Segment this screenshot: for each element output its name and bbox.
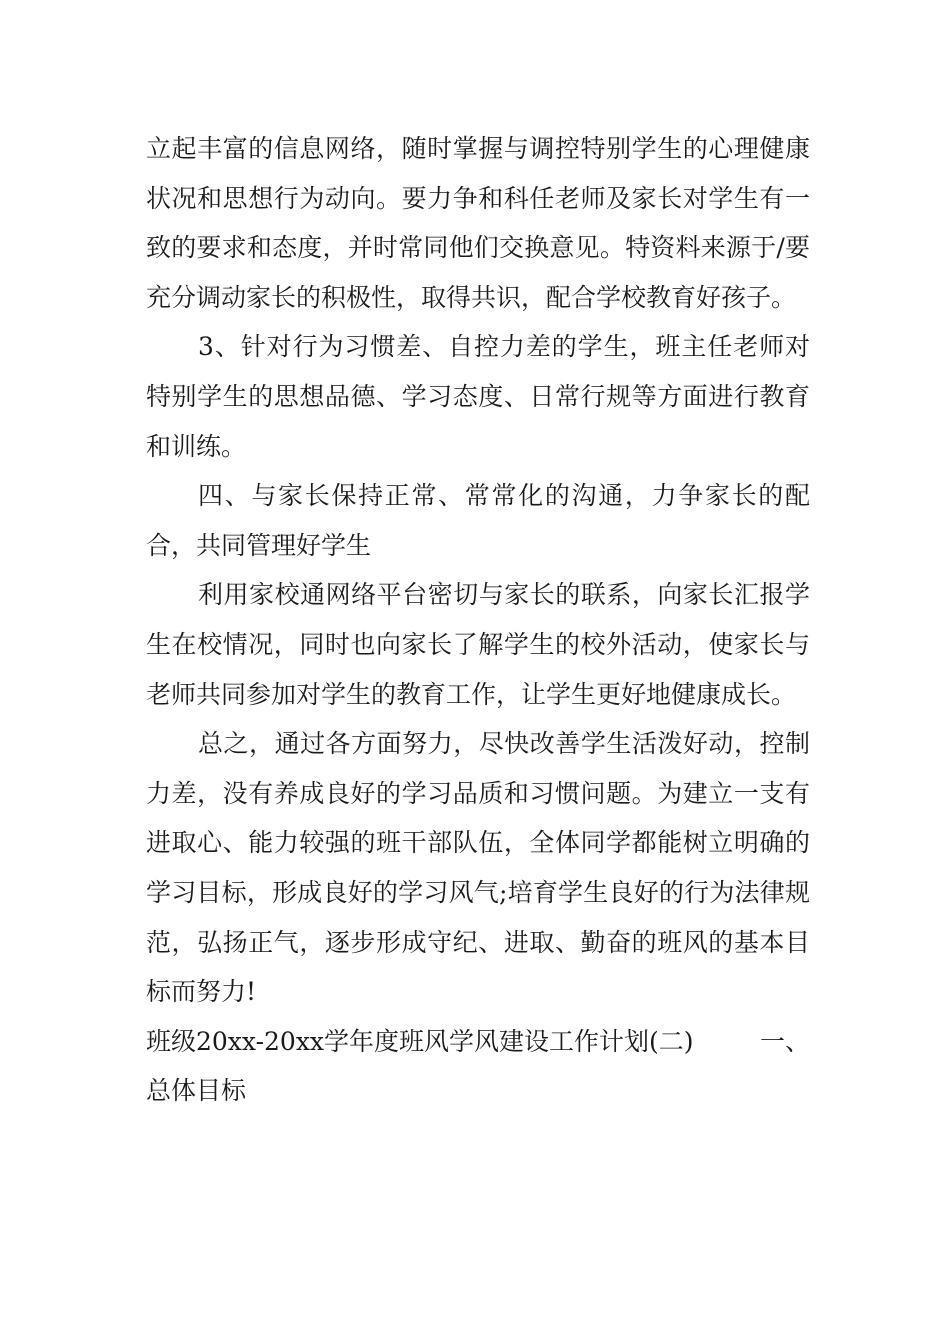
section-title-line [146,1017,810,1067]
section-number: 一、 [759,1026,810,1056]
paragraph-summary: 总之，通过各方面努力，尽快改善学生活泼好动，控制力差，没有养成良好的学习品质和习惯问题。为建立一支有进取心、能力较强的班干部队伍，全体同学都能树立明确的学习目标，形成良好的学习风气;培育学生良好的行为法律规范，弘扬正气，逐步形成守纪、进取、勤奋的班风的基本目标而努力! [146,729,810,1007]
paragraph-behavior-habits: 3、针对行为习惯差、自控力差的学生，班主任老师对特别学生的思想品德、学习态度、日常行规等方面进行教育和训练。 [146,332,810,461]
section-subtitle: 总体目标 [146,1076,247,1106]
paragraph-parent-communication-heading: 四、与家长保持正常、常常化的沟通，力争家长的配合，共同管理好学生 [146,481,810,560]
document-body [146,124,810,1116]
section-title: 班级20xx-20xx学年度班风学风建设工作计划(二) [146,1026,694,1056]
paragraph-info-network: 立起丰富的信息网络，随时掌握与调控特别学生的心理健康状况和思想行为动向。要力争和科任老师及家长对学生有一致的要求和态度，并时常同他们交换意见。特资料来源于/要充分调动家长的积极性，取得共识，配合学校教育好孩子。 [146,134,810,312]
paragraph-home-school-platform: 利用家校通网络平台密切与家长的联系，向家长汇报学生在校情况，同时也向家长了解学生的校外活动，使家长与老师共同参加对学生的教育工作，让学生更好地健康成长。 [146,580,810,709]
